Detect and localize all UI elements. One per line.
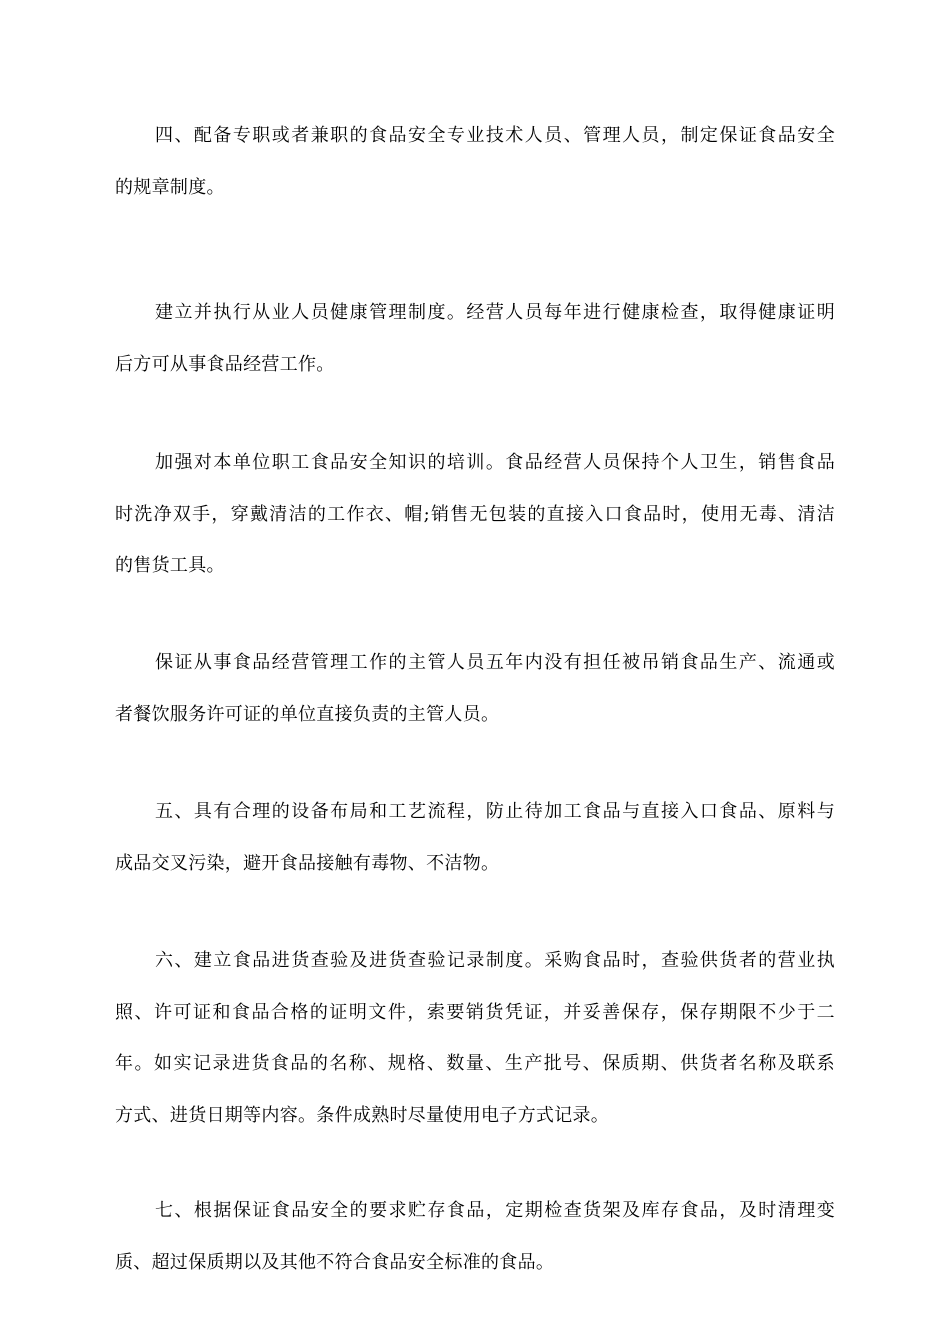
paragraph-line: 质、超过保质期以及其他不符合食品安全标准的食品。 (115, 1251, 555, 1273)
paragraph-line: 照、许可证和食品合格的证明文件，索要销货凭证，并妥善保存，保存期限不少于二 (115, 1001, 835, 1023)
paragraph-layout-process (115, 786, 835, 889)
paragraph-line: 保证从事食品经营管理工作的主管人员五年内没有担任被吊销食品生产、流通或 (155, 652, 835, 673)
paragraph-staffing (115, 110, 835, 213)
paragraph-line: 时洗净双手，穿戴清洁的工作衣、帽;销售无包装的直接入口食品时，使用无毒、清洁 (115, 503, 835, 525)
paragraph-line: 加强对本单位职工食品安全知识的培训。食品经营人员保持个人卫生，销售食品 (155, 452, 835, 473)
paragraph-line: 者餐饮服务许可证的单位直接负责的主管人员。 (115, 703, 500, 725)
paragraph-line: 建立并执行从业人员健康管理制度。经营人员每年进行健康检查，取得健康证明 (155, 302, 835, 323)
paragraph-supervisor-eligibility (115, 637, 835, 740)
paragraph-line: 年。如实记录进货食品的名称、规格、数量、生产批号、保质期、供货者名称及联系 (115, 1053, 835, 1074)
paragraph-line: 的规章制度。 (115, 176, 225, 198)
paragraph-line: 后方可从事食品经营工作。 (115, 353, 335, 375)
paragraph-line: 的售货工具。 (115, 555, 225, 576)
paragraph-line: 方式、进货日期等内容。条件成熟时尽量使用电子方式记录。 (115, 1104, 610, 1126)
paragraph-line: 七、根据保证食品安全的要求贮存食品，定期检查货架及库存食品，及时清理变 (155, 1200, 835, 1221)
paragraph-storage (115, 1185, 835, 1288)
paragraph-line: 六、建立食品进货查验及进货查验记录制度。采购食品时，查验供货者的营业执 (155, 950, 835, 971)
paragraph-line: 四、配备专职或者兼职的食品安全专业技术人员、管理人员，制定保证食品安全 (155, 125, 835, 146)
paragraph-purchase-inspection (115, 935, 835, 1141)
paragraph-line: 五、具有合理的设备布局和工艺流程，防止待加工食品与直接入口食品、原料与 (155, 801, 835, 822)
paragraph-health-management (115, 287, 835, 390)
paragraph-line: 成品交叉污染，避开食品接触有毒物、不洁物。 (115, 852, 500, 874)
paragraph-training-hygiene (115, 437, 835, 592)
